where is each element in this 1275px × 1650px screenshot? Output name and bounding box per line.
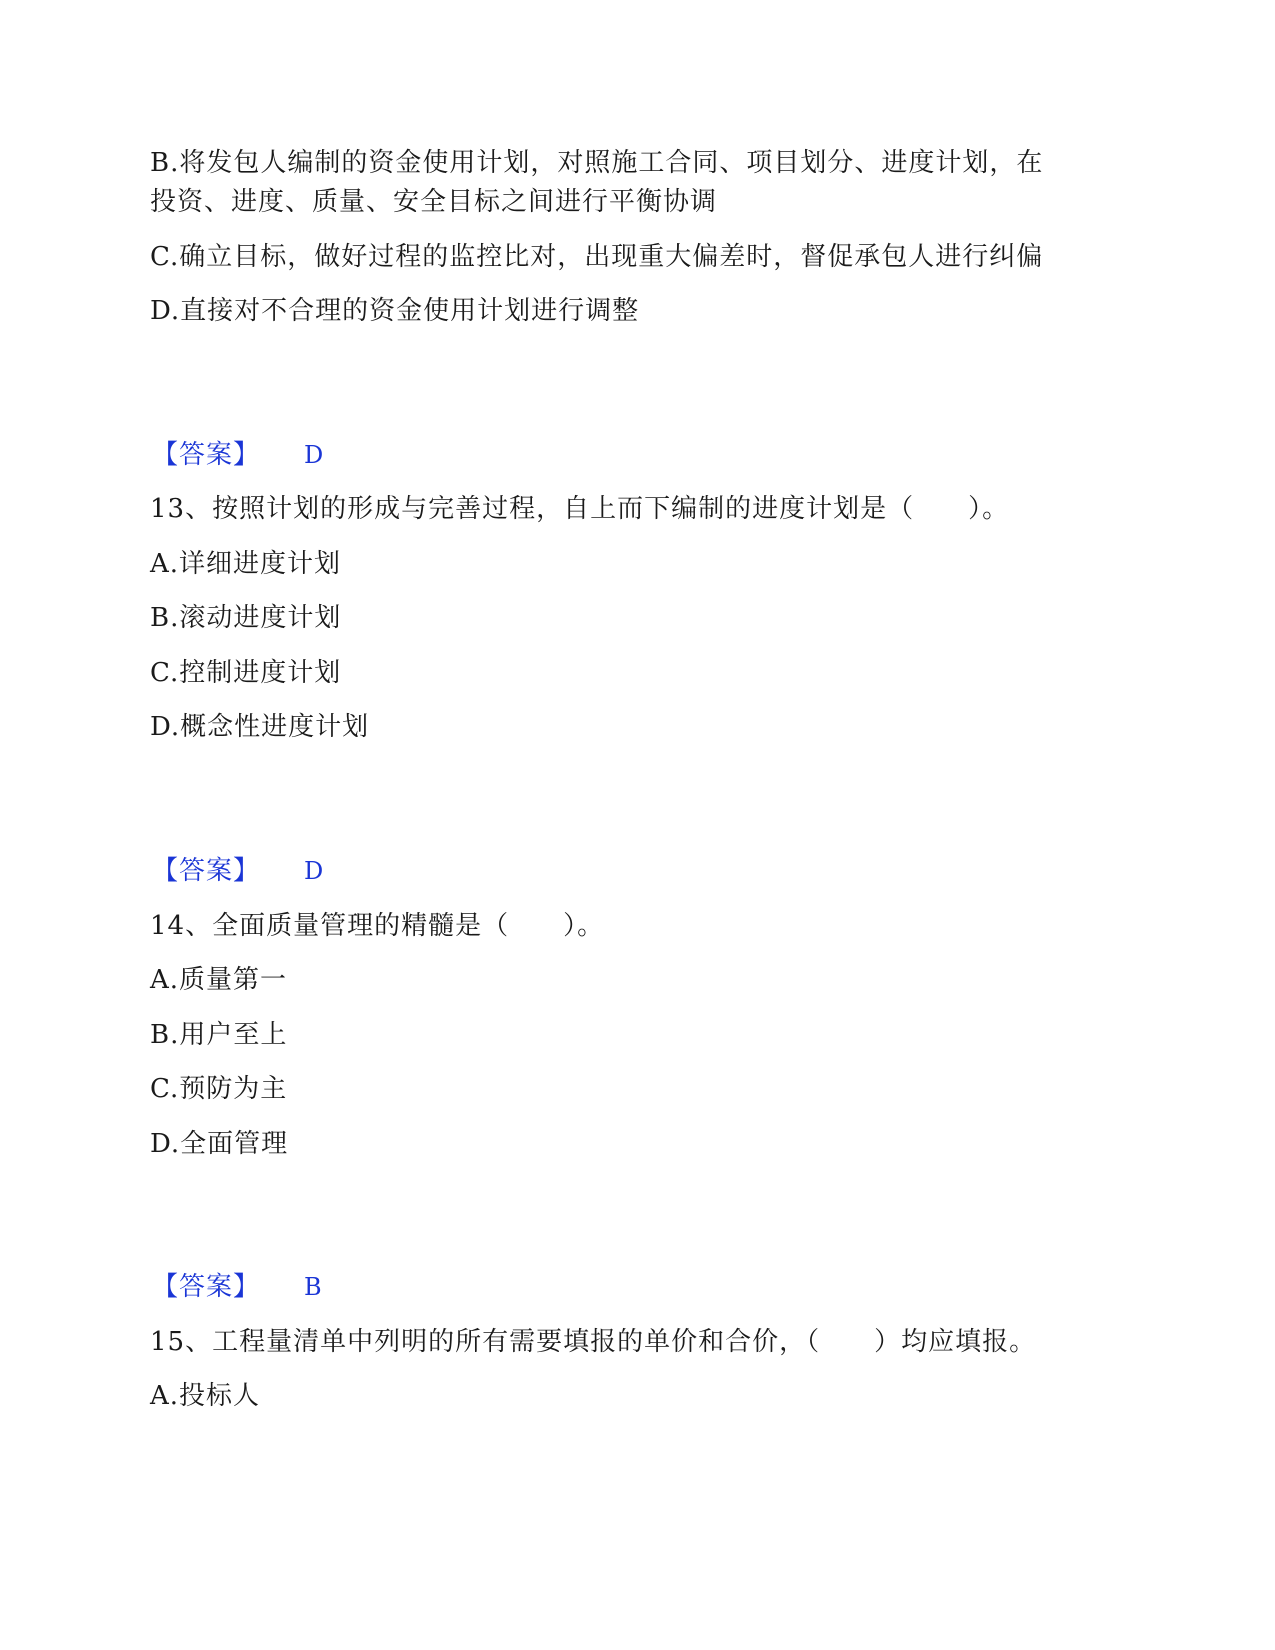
q14-option-a: A.质量第一 <box>150 965 288 995</box>
answer-q13 <box>152 851 1132 891</box>
answer-label: 【答案】 <box>152 440 261 470</box>
q13-option-c: C.控制进度计划 <box>150 658 342 688</box>
q14-option-d: D.全面管理 <box>150 1129 289 1159</box>
answer-value: D <box>304 441 325 469</box>
q15-question: 15、工程量清单中列明的所有需要填报的单价和合价，（ ）均应填报。 <box>150 1327 1037 1357</box>
q14-question: 14、全面质量管理的精髓是（ ）。 <box>150 911 605 941</box>
answer-q12 <box>152 435 1132 475</box>
q13-option-b: B.滚动进度计划 <box>150 603 342 633</box>
q12-option-b-line2: 投资、进度、质量、安全目标之间进行平衡协调 <box>150 187 718 217</box>
q14-option-b: B.用户至上 <box>150 1020 288 1050</box>
answer-label: 【答案】 <box>152 1272 261 1302</box>
q14-option-c: C.预防为主 <box>150 1074 288 1104</box>
q13-option-d: D.概念性进度计划 <box>150 712 370 742</box>
answer-q14 <box>152 1267 1132 1307</box>
q12-option-d: D.直接对不合理的资金使用计划进行调整 <box>150 296 640 326</box>
answer-label: 【答案】 <box>152 856 261 886</box>
q15-option-a: A.投标人 <box>150 1381 261 1411</box>
q12-option-c: C.确立目标，做好过程的监控比对，出现重大偏差时，督促承包人进行纠偏 <box>150 242 1044 272</box>
q13-question: 13、按照计划的形成与完善过程，自上而下编制的进度计划是（ ）。 <box>150 494 1010 524</box>
answer-value: D <box>304 857 325 885</box>
answer-value: B <box>304 1273 323 1301</box>
q13-option-a: A.详细进度计划 <box>150 549 342 579</box>
q12-option-b-line1: B.将发包人编制的资金使用计划，对照施工合同、项目划分、进度计划，在 <box>150 148 1044 178</box>
